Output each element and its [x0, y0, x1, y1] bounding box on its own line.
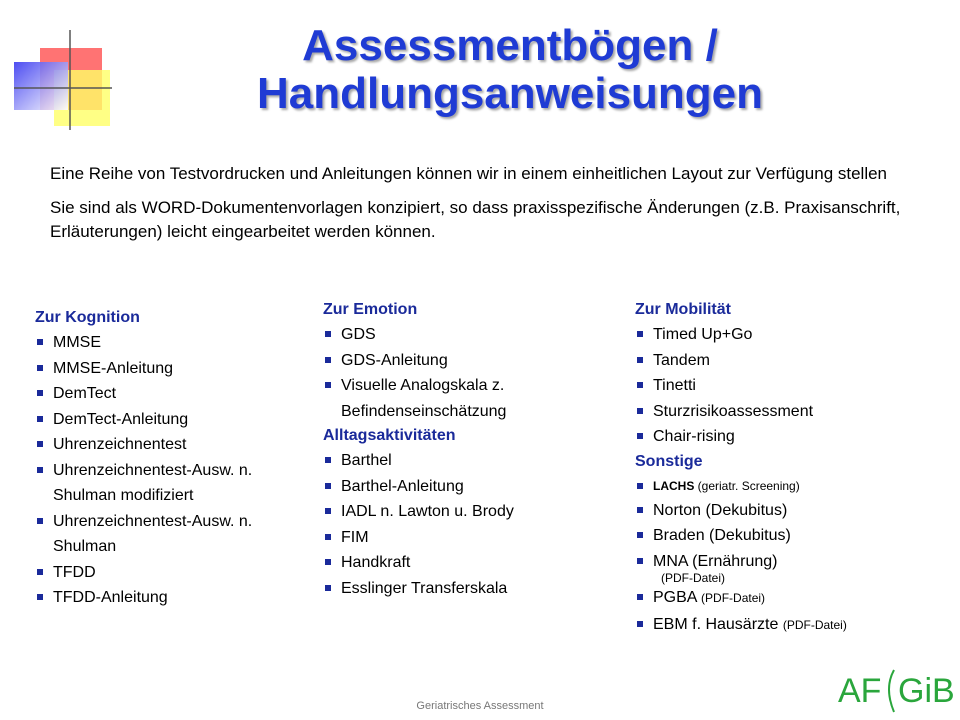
list-item: MMSE — [35, 330, 315, 356]
mna-note: (PDF-Datei) — [661, 571, 726, 585]
list-item: Sturzrisikoassessment — [635, 399, 935, 425]
list-item: Uhrenzeichnentest-Ausw. n. Shulman — [35, 509, 303, 560]
intro-paragraph-2: Sie sind als WORD-Dokumentenvorlagen konzipiert, so dass praxisspezifische Änderungen (z.B. Praxisanschrift, Erläuterungen) leicht eingearbeitet werden können. — [50, 198, 901, 241]
mobilitaet-sonstige-column — [635, 298, 935, 638]
list-item: Braden (Dekubitus) — [635, 523, 935, 549]
list-item: Timed Up+Go — [635, 322, 935, 348]
decorative-squares — [12, 30, 112, 130]
list-item — [635, 612, 935, 639]
list-item: Chair-rising — [635, 424, 935, 450]
list-item: Uhrenzeichnentest-Ausw. n. Shulman modifiziert — [35, 458, 303, 509]
intro-paragraph-1: Eine Reihe von Testvordrucken und Anleitungen können wir in einem einheitlichen Layout zur Verfügung stellen — [50, 164, 888, 183]
list-item: Handkraft — [323, 550, 613, 576]
title-line-2: Handlungsanweisungen — [256, 69, 764, 118]
list-item: GDS-Anleitung — [323, 348, 613, 374]
list-item: GDS — [323, 322, 613, 348]
list-item: Tandem — [635, 348, 935, 374]
ebm-note: (PDF-Datei) — [782, 617, 847, 632]
list-item: TFDD — [35, 560, 315, 586]
kognition-column — [35, 306, 315, 611]
pgba-note: (PDF-Datei) — [701, 591, 766, 605]
list-item: DemTect — [35, 381, 315, 407]
kognition-list — [35, 330, 315, 611]
list-item: Uhrenzeichnentest — [35, 432, 315, 458]
list-item: Tinetti — [635, 373, 935, 399]
title-line-1: Assessmentbögen / — [302, 21, 718, 70]
lachs-note: (geriatr. Screening) — [694, 478, 800, 493]
list-item: DemTect-Anleitung — [35, 407, 315, 433]
list-item: Barthel-Anleitung — [323, 474, 613, 500]
list-item: Esslinger Transferskala — [323, 576, 613, 602]
logo-text-right: GiB — [898, 672, 955, 710]
emotion-alltag-column — [323, 298, 613, 601]
list-item: MMSE-Anleitung — [35, 356, 315, 382]
alltag-heading: Alltagsaktivitäten — [323, 427, 456, 444]
list-item: Norton (Dekubitus) — [635, 498, 935, 524]
list-item: IADL n. Lawton u. Brody — [323, 499, 613, 525]
mobilitaet-heading: Zur Mobilität — [635, 301, 731, 318]
footer-text: Geriatrisches Assessment — [416, 700, 544, 712]
alltag-list — [323, 448, 613, 601]
mna-name: MNA (Ernährung) — [653, 552, 778, 570]
ebm-name: EBM f. Hausärzte — [653, 615, 783, 633]
emotion-list — [323, 322, 613, 424]
list-item: FIM — [323, 525, 613, 551]
logo-text-left: AF — [838, 672, 882, 710]
emotion-heading: Zur Emotion — [323, 301, 418, 318]
lachs-name: LACHS — [653, 478, 695, 493]
mobilitaet-list — [635, 322, 935, 450]
list-item — [635, 585, 935, 612]
list-item — [635, 474, 935, 498]
list-item: TFDD-Anleitung — [35, 585, 315, 611]
sonstige-list — [635, 474, 935, 639]
list-item: Barthel — [323, 448, 613, 474]
afgib-logo — [836, 666, 960, 720]
kognition-heading: Zur Kognition — [35, 309, 140, 326]
list-item: Visuelle Analogskala z. Befindenseinschätzung — [323, 373, 601, 424]
pgba-name: PGBA — [653, 589, 702, 606]
sonstige-heading: Sonstige — [635, 452, 703, 470]
intro-text — [50, 162, 920, 254]
page-title — [170, 22, 850, 118]
list-item — [635, 549, 935, 586]
